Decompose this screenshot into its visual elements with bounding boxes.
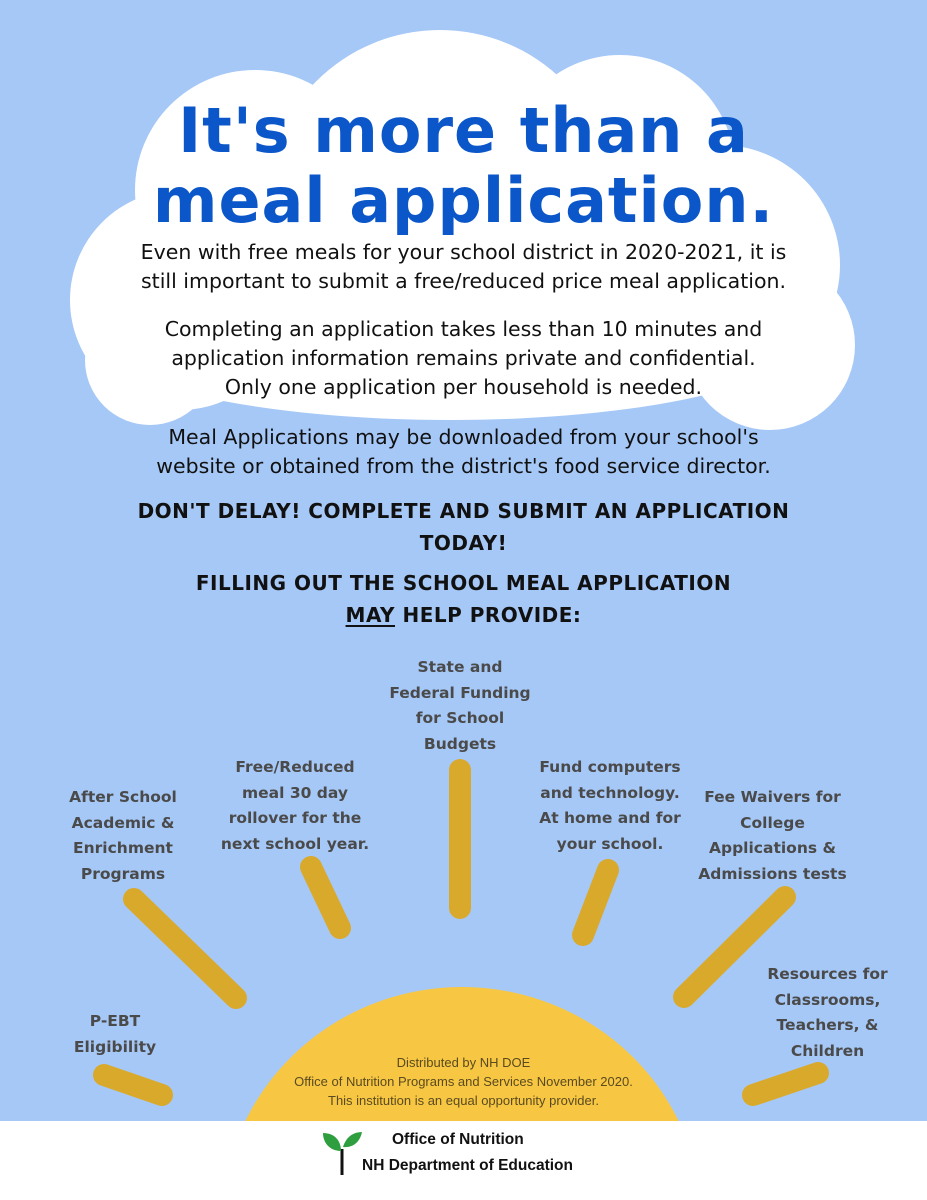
headline-line-2: meal application.	[152, 164, 775, 237]
subhead-may: MAY	[345, 603, 395, 627]
benefit-after-school	[38, 785, 208, 887]
benefit-line: Fund computers	[539, 758, 681, 776]
benefit-line: next school year.	[220, 834, 370, 853]
intro-p2-line-1: Completing an application takes less than 10 minutes and	[164, 317, 763, 341]
benefit-line: and technology.	[540, 783, 680, 802]
ray-7	[753, 1073, 818, 1095]
benefit-line: Classrooms,	[774, 990, 881, 1009]
benefit-line: College	[740, 813, 805, 832]
benefit-line: Federal Funding	[389, 683, 531, 702]
benefit-line: State and	[417, 658, 503, 676]
benefit-line: Applications &	[708, 839, 836, 857]
benefit-line: At home and for	[539, 809, 681, 827]
credits-line-3: This institution is an equal opportunity provider.	[328, 1093, 599, 1108]
benefit-resources	[745, 962, 910, 1064]
intro-paragraph-3	[80, 423, 847, 481]
benefit-line: P-EBT	[89, 1012, 141, 1030]
cta-line-1: DON'T DELAY! COMPLETE AND SUBMIT AN APPLICATION	[137, 499, 790, 523]
ray-1	[104, 1075, 162, 1095]
credits-line-1: Distributed by NH DOE	[396, 1055, 531, 1070]
headline	[100, 96, 827, 236]
ray-2	[134, 899, 236, 998]
intro-paragraph-1	[80, 238, 847, 296]
intro-paragraph-2	[80, 315, 847, 402]
subhead-line-2	[90, 599, 837, 631]
benefit-line: Programs	[80, 864, 166, 883]
benefit-fee-waivers	[690, 785, 855, 887]
benefit-line: your school.	[556, 834, 664, 853]
credits-line-2: Office of Nutrition Programs and Services November 2020.	[294, 1074, 633, 1089]
intro-p2-line-2: application information remains private and confidential.	[171, 346, 756, 370]
ray-5	[583, 870, 608, 935]
footer	[0, 1121, 927, 1200]
benefit-line: Resources for	[767, 965, 888, 983]
sprout-icon	[320, 1127, 364, 1177]
call-to-action	[90, 495, 837, 559]
intro-p2-line-3: Only one application per household is needed.	[224, 375, 703, 399]
benefit-computers	[530, 755, 690, 857]
ray-3	[311, 867, 340, 928]
benefit-line: for School	[415, 709, 505, 727]
benefit-line: Eligibility	[73, 1037, 157, 1056]
benefit-line: Budgets	[423, 734, 497, 753]
benefit-line: After School	[69, 788, 177, 806]
benefit-line: Enrichment	[73, 839, 173, 857]
benefit-meal-rollover	[215, 755, 375, 857]
subhead-rest: HELP PROVIDE:	[395, 603, 582, 627]
benefit-line: Fee Waivers for	[704, 788, 841, 806]
benefits-heading	[90, 567, 837, 631]
intro-p3-line-1: Meal Applications may be downloaded from your school's	[168, 425, 759, 449]
footer-org-line-1: Office of Nutrition	[392, 1131, 524, 1148]
footer-org-line-2: NH Department of Education	[362, 1157, 573, 1174]
benefit-line: meal 30 day	[242, 783, 348, 802]
benefit-p-ebt	[40, 1009, 190, 1060]
benefit-line: Free/Reduced	[235, 758, 355, 776]
cta-line-2: TODAY!	[419, 531, 508, 555]
benefit-line: rollover for the	[228, 809, 362, 827]
benefit-funding	[380, 655, 540, 757]
intro-p3-line-2: website or obtained from the district's food service director.	[156, 454, 771, 478]
benefit-line: Academic &	[71, 813, 175, 832]
headline-line-1: It's more than a	[178, 94, 749, 167]
benefit-line: Admissions tests	[698, 864, 847, 883]
benefit-line: Children	[790, 1041, 865, 1060]
distribution-credits	[240, 1053, 687, 1110]
intro-p1-line-2: still important to submit a free/reduced price meal application.	[140, 269, 787, 293]
subhead-line-1: FILLING OUT THE SCHOOL MEAL APPLICATION	[195, 571, 732, 595]
benefit-line: Teachers, &	[776, 1016, 879, 1034]
intro-p1-line-1: Even with free meals for your school district in 2020-2021, it is	[140, 240, 787, 264]
